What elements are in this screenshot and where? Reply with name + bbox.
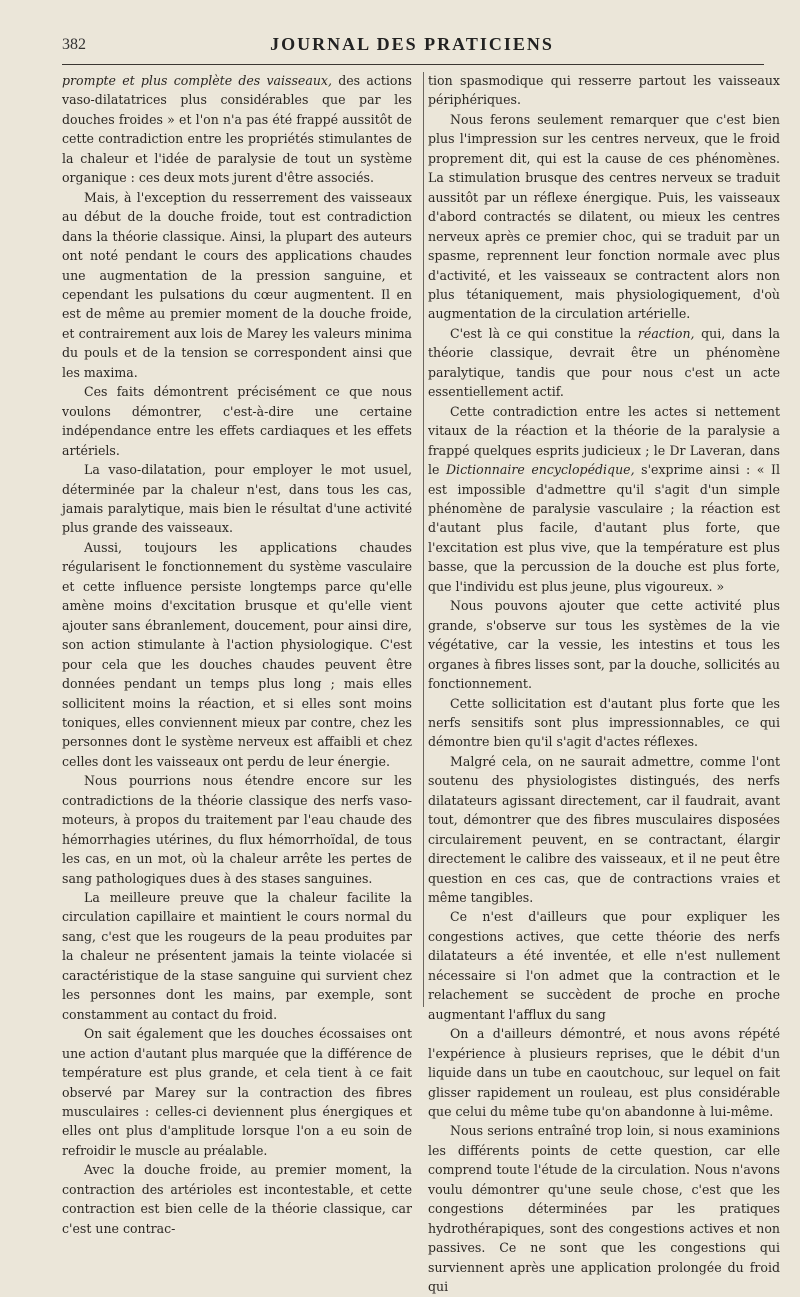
paragraph: tion spasmodique qui resserre partout les vaisseaux périphériques. bbox=[428, 73, 780, 108]
paragraph: On sait également que les douches écossaises ont une action d'autant plus marquée que la différence de température est plus grande, et cela tient à ce fait observé par Marey sur la contraction des fibres musculaires : celles-ci deviennent plus énergiques et elles ont plus d'amplitude lorsque l'on a eu soin de refroidir le muscle au préalable. bbox=[62, 1026, 412, 1158]
paragraph-text: C'est là ce qui constitue la bbox=[450, 325, 632, 341]
paragraph: Avec la douche froide, au premier moment, la contraction des artérioles est incontestable, et cette contraction est bien celle de la théorie classique, car c'est une contrac- bbox=[62, 1162, 412, 1236]
page-number: 382 bbox=[62, 36, 86, 53]
paragraph: Nous serions entraîné trop loin, si nous examinions les différents points de cette question, car elle comprend toute l'étude de la circulation. Nous n'avons voulu démontrer qu'une seule chose, c'est que les congestions déterminées par les pratiques hydrothérapiques, sont des congestions actives et non passives. Ce ne sont que les congestions qui surviennent après une application prolongée du froid qui bbox=[428, 1123, 780, 1295]
paragraph: Aussi, toujours les applications chaudes régularisent le fonctionnement du système vasculaire et cette influence persiste longtemps parce qu'elle amène moins d'excitation brusque et qu'elle vient ajouter sans ébranlement, doucement, pour ainsi dire, son action stimulante à l'action physiologique. C'est pour cela que les douches chaudes peuvent être données pendant un temps plus long ; mais elles sollicitent moins la réaction, et si elles sont moins toniques, elles conviennent mieux par contre, chez les personnes dont le système nerveux est affaibli et chez celles dont les vaisseaux ont perdu de leur énergie. bbox=[62, 539, 412, 769]
paragraph bbox=[428, 324, 780, 402]
paragraph-text: qui, dans la théorie classique, devrait être un phénomène paralytique, tandis que pour nous c'est un acte essentiellement actif. bbox=[428, 325, 780, 400]
paragraph bbox=[62, 71, 412, 188]
paragraph: Nous pouvons ajouter que cette activité plus grande, s'observe sur tous les systèmes de la vie végétative, car la vessie, les intestins et tous les organes à fibres lisses sont, par la douche, sollicités au fonctionnement. bbox=[428, 598, 780, 692]
paragraph: Mais, à l'exception du resserrement des vaisseaux au début de la douche froide, tout est contradiction dans la théorie classique. Ainsi, la plupart des auteurs ont noté pendant le cours des applications chaudes une augmentation de la pression sanguine, et cependant les pulsations du cœur augmentent. Il en est de même au premier moment de la douche froide, et contrairement aux lois de Marey les valeurs minima du pouls et de la tension se correspondent ainsi que les maxima. bbox=[62, 189, 412, 380]
paragraph: Cette sollicitation est d'autant plus forte que les nerfs sensitifs sont plus impressionnables, ce qui démontre bien qu'il s'agit d'actes réflexes. bbox=[428, 695, 780, 750]
paragraph: Ces faits démontrent précisément ce que nous voulons démontrer, c'est-à-dire une certaine indépendance entre les effets cardiaques et les effets artériels. bbox=[62, 384, 412, 458]
right-column bbox=[428, 71, 780, 1297]
paragraph-text: des actions vaso-dilatatrices plus considérables que par les douches froides » et l'on n'a pas été frappé aussitôt de cette contradiction entre les propriétés stimulantes de la chaleur et l'idée de paralysie de tout un système organique : ces deux mots jurent d'être associés. bbox=[62, 73, 412, 186]
italic-phrase: réaction, bbox=[637, 325, 695, 341]
italic-phrase: prompte et plus complète des vaisseaux, bbox=[62, 73, 332, 88]
paragraph: Malgré cela, on ne saurait admettre, comme l'ont soutenu des physiologistes distingués, des nerfs dilatateurs agissant directement, car il faudrait, avant tout, démontrer que des fibres musculaires disposées circulairement peuvent, en se contractant, élargir directement le calibre des vaisseaux, et il ne peut être question en ces cas, que de contractions vraies et même tangibles. bbox=[428, 753, 780, 906]
paragraph-text: Cette contradiction entre les actes si nettement vitaux de la réaction et la théorie de la paralysie a frappé quelques esprits judicieux ; le Dr Laveran, dans le bbox=[428, 403, 780, 478]
header-rule bbox=[62, 64, 764, 65]
left-column bbox=[62, 71, 412, 1238]
paragraph: Nous ferons seulement remarquer que c'est bien plus l'impression sur les centres nerveux, que le froid proprement dit, qui est la cause de ces phénomènes. La stimulation brusque des centres nerveux se traduit aussitôt par un réflexe énergique. Puis, les vaisseaux d'abord contractés se dilatent, ou mieux les centres nerveux après ce premier choc, qui se traduit par un spasme, reprennent leur fonction normale avec plus d'activité, et les vaisseaux se contractent alors non plus tétaniquement, mais physiologiquement, d'où augmentation de la circulation artérielle. bbox=[428, 111, 780, 322]
paragraph: La vaso-dilatation, pour employer le mot usuel, déterminée par la chaleur n'est, dans tous les cas, jamais paralytique, mais bien le résultat d'une activité plus grande des vaisseaux. bbox=[62, 462, 412, 536]
italic-phrase: Dictionnaire encyclopédique, bbox=[446, 462, 635, 478]
paragraph: La meilleure preuve que la chaleur facilite la circulation capillaire et maintient le cours normal du sang, c'est que les rougeurs de la peau produites par la chaleur ne présentent jamais la teinte violacée si caractéristique de la stase sanguine qui survient chez les personnes dont les mains, par exemple, sont constamment au contact du froid. bbox=[62, 890, 412, 1022]
paragraph-text: s'exprime ainsi : « Il est impossible d'admettre qu'il s'agit d'un simple phénomène de paralysie vasculaire ; la réaction est d'autant plus facile, d'autant plus forte, que l'excitation est plus vive, que la température est plus basse, que la percussion de la douche est plus forte, que l'individu est plus jeune, plus vigoureux. » bbox=[428, 462, 780, 594]
paragraph: Ce n'est d'ailleurs que pour expliquer les congestions actives, que cette théorie des nerfs dilatateurs a été inventée, et elle n'est nullement nécessaire si l'on admet que la contraction et le relachement se succèdent de proche en proche augmentant l'afflux du sang bbox=[428, 909, 780, 1022]
paragraph: On a d'ailleurs démontré, et nous avons répété l'expérience à plusieurs reprises, que le débit d'un liquide dans un tube en caoutchouc, sur lequel on fait glisser rapidement un rouleau, est plus considérable que celui du même tube qu'on abandonne à lui-même. bbox=[428, 1026, 780, 1120]
paragraph bbox=[428, 402, 780, 597]
column-divider bbox=[423, 72, 424, 1007]
paragraph: Nous pourrions nous étendre encore sur les contradictions de la théorie classique des nerfs vaso-moteurs, à propos du traitement par l'eau chaude des hémorrhagies utérines, du flux hémorrhoïdal, de tous les cas, en un mot, où la chaleur arrête les pertes de sang pathologiques dues à des stases sanguines. bbox=[62, 773, 412, 886]
journal-title: JOURNAL DES PRATICIENS bbox=[270, 34, 554, 54]
page-header bbox=[62, 34, 762, 60]
